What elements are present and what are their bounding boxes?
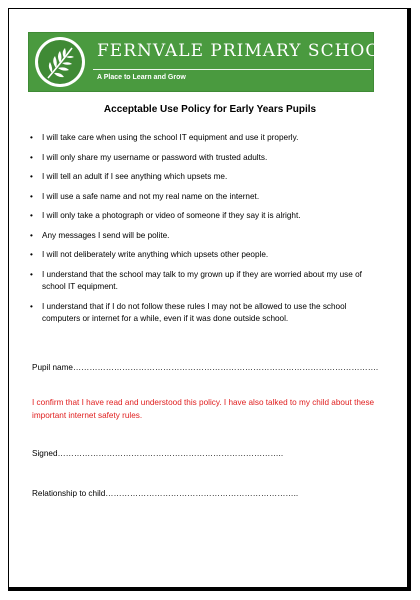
parent-confirmation: I confirm that I have read and understood this policy. I have also talked to my child about these important internet safety rules. xyxy=(32,398,375,420)
rules-list xyxy=(30,132,380,333)
bullet-icon: • xyxy=(30,172,33,181)
banner-divider xyxy=(93,69,371,70)
list-item xyxy=(30,301,380,326)
school-name: FERNVALE PRIMARY SCHOOL xyxy=(97,41,393,61)
school-banner xyxy=(28,32,393,92)
bullet-icon: • xyxy=(30,250,33,259)
document-title: Acceptable Use Policy for Early Years Pupils xyxy=(103,104,317,115)
list-item xyxy=(30,191,380,204)
rule-text: Any messages I send will be polite. xyxy=(42,230,170,240)
rule-text: I will only share my username or password with trusted adults. xyxy=(42,152,268,162)
signature-field: Signed……………………………………………………………………….. xyxy=(32,449,284,458)
rule-text: I understand that if I do not follow these rules I may not be allowed to use the school computers or internet for a while, even if it was done outside school. xyxy=(42,301,347,323)
list-item xyxy=(30,132,380,145)
rule-text: I will tell an adult if I see anything which upsets me. xyxy=(42,172,228,181)
bullet-icon: • xyxy=(30,152,33,162)
rule-text: I will use a safe name and not my real name on the internet. xyxy=(42,191,260,201)
fern-leaf-icon xyxy=(38,40,82,84)
list-item xyxy=(30,171,380,184)
bullet-icon: • xyxy=(30,133,33,142)
school-motto: A Place to Learn and Grow xyxy=(97,74,186,81)
bullet-icon: • xyxy=(30,211,33,220)
pupil-name-field: Pupil name…………………………………………………………………………………………………. xyxy=(32,363,379,372)
relationship-field: Relationship to child…………………………………………………………….. xyxy=(32,489,299,498)
bullet-icon: • xyxy=(30,301,33,311)
list-item xyxy=(30,269,380,294)
bullet-icon: • xyxy=(30,191,33,201)
rule-text: I will only take a photograph or video of someone if they say it is alright. xyxy=(42,211,301,220)
list-item xyxy=(30,249,380,262)
bullet-icon: • xyxy=(30,269,33,279)
school-logo xyxy=(35,37,85,87)
rule-text: I will take care when using the school IT equipment and use it properly. xyxy=(42,133,299,142)
bullet-icon: • xyxy=(30,230,33,240)
rule-text: I will not deliberately write anything which upsets other people. xyxy=(42,250,269,259)
list-item xyxy=(30,210,380,223)
list-item xyxy=(30,230,380,243)
list-item xyxy=(30,152,380,165)
rule-text: I understand that the school may talk to my grown up if they are worried about my use of school IT equipment. xyxy=(42,269,362,291)
